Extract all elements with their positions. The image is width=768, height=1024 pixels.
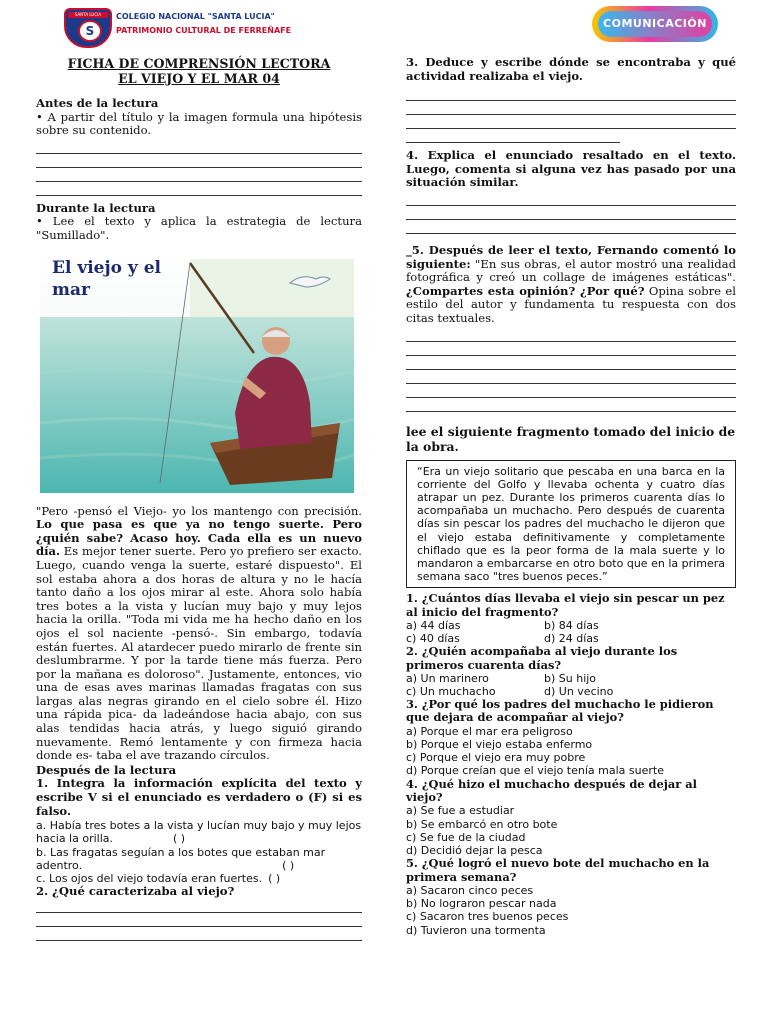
- answer-parenthesis[interactable]: ( ): [268, 872, 281, 886]
- mc-option[interactable]: c) Sacaron tres buenos peces: [406, 910, 569, 924]
- mc-options: [406, 804, 736, 857]
- fragment-text: “Era un viejo solitario que pescaba en una barca en la corriente del Golfo y llevaba ochenta y cuatro días atrapar un pez. Durante los primeros cuarenta días lo acompañaba un muchacho. Pero después de cuarenta días sin pescar los padres del muchacho le dijeron que el viejo estaba definitivamente y completamente chiflado que es la peor forma de la mala suerte y lo mandaron a embarcarse en otro boto que en la primera semana saco "tres buenos peces.”: [417, 464, 725, 584]
- mc-option[interactable]: d) 24 días: [544, 632, 599, 646]
- area-badge: [592, 6, 718, 42]
- answer-line[interactable]: [406, 101, 736, 115]
- explain-answer-lines[interactable]: [406, 192, 736, 234]
- worksheet-title: FICHA DE COMPRENSIÓN LECTORA: [67, 56, 331, 71]
- question-5-lead: _5. Después de leer el texto, Fernando comentó lo siguiente:: [406, 242, 736, 271]
- answer-line[interactable]: [36, 899, 362, 913]
- before-reading-heading: Antes de la lectura: [36, 96, 159, 110]
- mc-option[interactable]: c) 40 días: [406, 632, 460, 646]
- true-false-item-b: [36, 846, 362, 872]
- answer-line[interactable]: [406, 384, 736, 398]
- mc-option[interactable]: c) Porque el viejo era muy pobre: [406, 751, 586, 765]
- answer-line[interactable]: [406, 87, 736, 101]
- question-4: 4. Explica el enunciado resaltado en el texto. Luego, comenta si alguna vez has pasado por una situación similar.: [406, 148, 736, 190]
- during-reading-task: • Lee el texto y aplica la estrategia de lectura "Sumillado".: [36, 214, 362, 242]
- answer-line[interactable]: [36, 927, 362, 941]
- characterize-answer-lines[interactable]: [36, 899, 362, 941]
- answer-line[interactable]: [36, 168, 362, 182]
- mc-option[interactable]: b) Su hijo: [544, 671, 597, 685]
- page-header: [0, 0, 768, 48]
- question-5-ask: ¿Compartes esta opinión? ¿Por qué?: [406, 283, 645, 298]
- location-answer-lines[interactable]: [406, 87, 736, 143]
- question-2: 2. ¿Qué caracterizaba al viejo?: [36, 884, 235, 899]
- answer-line[interactable]: [406, 356, 736, 370]
- item-c-text: c. Los ojos del viejo todavía eran fuertes.: [36, 872, 263, 886]
- mc-option[interactable]: c) Se fue de la ciudad: [406, 830, 526, 844]
- answer-line[interactable]: [406, 220, 736, 234]
- fragment-box: [406, 460, 736, 589]
- question-3: 3. Deduce y escribe dónde se encontraba y qué actividad realizaba el viejo.: [406, 55, 736, 83]
- question-5-quote: "En sus obras, el autor mostró una realidad fotográfica y creó un collage de imágenes estáticas".: [406, 256, 736, 285]
- mc-option[interactable]: c) Un muchacho: [406, 684, 496, 698]
- mc-options: [406, 672, 736, 698]
- answer-line[interactable]: [36, 140, 362, 154]
- mc-options: [406, 725, 736, 778]
- before-reading-task: • A partir del título y la imagen formula una hipótesis sobre su contenido.: [36, 109, 362, 138]
- mc-option[interactable]: a) Porque el mar era peligroso: [406, 724, 573, 738]
- mc-options: [406, 884, 736, 937]
- mc-option[interactable]: b) 84 días: [544, 619, 599, 633]
- illustration-title: El viejo y el mar: [52, 257, 161, 300]
- multiple-choice-section: [406, 592, 736, 937]
- answer-line[interactable]: [406, 342, 736, 356]
- opinion-answer-lines[interactable]: [406, 328, 736, 412]
- mc-option[interactable]: a) 44 días: [406, 619, 461, 633]
- mc-question-text: 4. ¿Qué hizo el muchacho después de dejar al viejo?: [406, 776, 697, 805]
- after-reading-heading: Después de la lectura: [36, 762, 177, 777]
- answer-parenthesis[interactable]: ( ): [282, 858, 295, 872]
- highlighted-statement: Lo que pasa es que ya no tengo suerte. Pero ¿quién sabe? Acaso hoy. Cada ella es un nuevo día.: [36, 517, 362, 559]
- mc-option[interactable]: d) Porque creían que el viejo tenía mala suerte: [406, 764, 664, 778]
- mc-question-text: 2. ¿Quién acompañaba al viejo durante los primeros cuarenta días?: [406, 644, 678, 672]
- question-5: [406, 244, 736, 326]
- right-column: [406, 56, 736, 937]
- true-false-item-a: [36, 819, 362, 845]
- mc-question-text: 3. ¿Por qué los padres del muchacho le pidieron que dejara de acompañar al viejo?: [406, 696, 714, 725]
- crest-letter: S: [78, 20, 102, 42]
- mc-option[interactable]: a) Se fue a estudiar: [406, 804, 515, 818]
- mc-option[interactable]: d) Tuvieron una tormenta: [406, 923, 546, 937]
- answer-parenthesis[interactable]: ( ): [173, 832, 186, 846]
- answer-line[interactable]: [36, 182, 362, 196]
- answer-line[interactable]: [406, 192, 736, 206]
- answer-line[interactable]: [36, 913, 362, 927]
- answer-line[interactable]: [406, 206, 736, 220]
- mc-question-text: 5. ¿Qué logró el nuevo bote del muchacho en la primera semana?: [406, 856, 710, 884]
- answer-line[interactable]: [406, 328, 736, 342]
- mc-question-text: 1. ¿Cuántos días llevaba el viejo sin pescar un pez al inicio del fragmento?: [406, 591, 725, 619]
- passage-start: "Pero -pensó el Viejo- yo los mantengo con precisión.: [36, 503, 362, 518]
- mc-option[interactable]: b) Porque el viejo estaba enfermo: [406, 738, 593, 751]
- reading-passage: [36, 505, 362, 763]
- answer-line[interactable]: [36, 154, 362, 168]
- during-reading-heading: Durante la lectura: [36, 200, 156, 215]
- mc-option[interactable]: b) Se embarcó en otro bote: [406, 817, 558, 831]
- fragment-heading: lee el siguiente fragmento tomado del inicio de la obra.: [406, 423, 736, 454]
- mc-option[interactable]: a) Un marinero: [406, 671, 489, 685]
- mc-options: [406, 619, 736, 645]
- answer-line[interactable]: [406, 129, 620, 143]
- mc-question: [406, 857, 736, 937]
- mc-question: [406, 778, 736, 858]
- hypothesis-answer-lines[interactable]: [36, 140, 362, 196]
- passage-continuation: Es mejor tener suerte. Pero yo prefiero ser exacto. Luego, cuando venga la suerte, estaré dispuesto". El sol estaba ahora a dos horas de altura y no le hacía tanto daño a los ojos mirar al este. Ahora solo había tres botes a la vista y lucían muy bajo y muy lejos hacia la orilla. "Toda mi vida me ha hecho daño en los ojos el sol naciente -pensó-. Sin embargo, todavía están fuertes. Al atardecer puedo mirarlo de frente sin deslumbrarme. Y por la tarde tiene más fuerza. Pero por la mañana es doloroso". Justamente, entonces, vio una de esas aves marinas llamadas fragatas con sus largas alas negras girando en el cielo sobre él. Hizo una rápida pica- da ladeándose hacia abajo, con sus alas tendidas hacia atrás, y luego siguió girando nuevamente. Remó lentamente y con firmeza hacia donde es- taba el ave trazando círculos.: [36, 544, 362, 763]
- area-badge-label: COMUNICACIÓN: [598, 11, 712, 37]
- old-man-fishing-illustration: [40, 253, 354, 493]
- school-name: COLEGIO NACIONAL "SANTA LUCIA": [116, 12, 275, 21]
- mc-question: [406, 592, 736, 645]
- item-a-text: a. Había tres botes a la vista y lucían muy bajo y muy lejos hacia la orilla.: [36, 819, 362, 846]
- answer-line[interactable]: [406, 370, 736, 384]
- worksheet-subtitle: EL VIEJO Y EL MAR 04: [118, 71, 280, 86]
- mc-option[interactable]: d) Decidió dejar la pesca: [406, 844, 543, 858]
- mc-option[interactable]: a) Sacaron cinco peces: [406, 884, 534, 898]
- item-b-text: b. Las fragatas seguían a los botes que estaban mar adentro.: [36, 845, 326, 872]
- mc-option[interactable]: b) No lograron pescar nada: [406, 897, 557, 911]
- answer-line[interactable]: [406, 115, 736, 129]
- question-1: 1. Integra la información explícita del texto y escribe V si el enunciado es verdadero o (F) si es falso.: [36, 776, 362, 818]
- mc-question: [406, 698, 736, 778]
- answer-line[interactable]: [406, 398, 736, 412]
- mc-option[interactable]: d) Un vecino: [544, 684, 614, 698]
- school-heritage: PATRIMONIO CULTURAL DE FERREÑAFE: [116, 26, 292, 35]
- school-crest-icon: [64, 8, 112, 48]
- left-column: [36, 56, 362, 941]
- mc-question: [406, 645, 736, 698]
- question-5-rest: Opina sobre el estilo del autor y fundamenta tu respuesta con dos citas textuales.: [406, 283, 736, 325]
- crest-band: SANTA LUCIA: [68, 12, 108, 18]
